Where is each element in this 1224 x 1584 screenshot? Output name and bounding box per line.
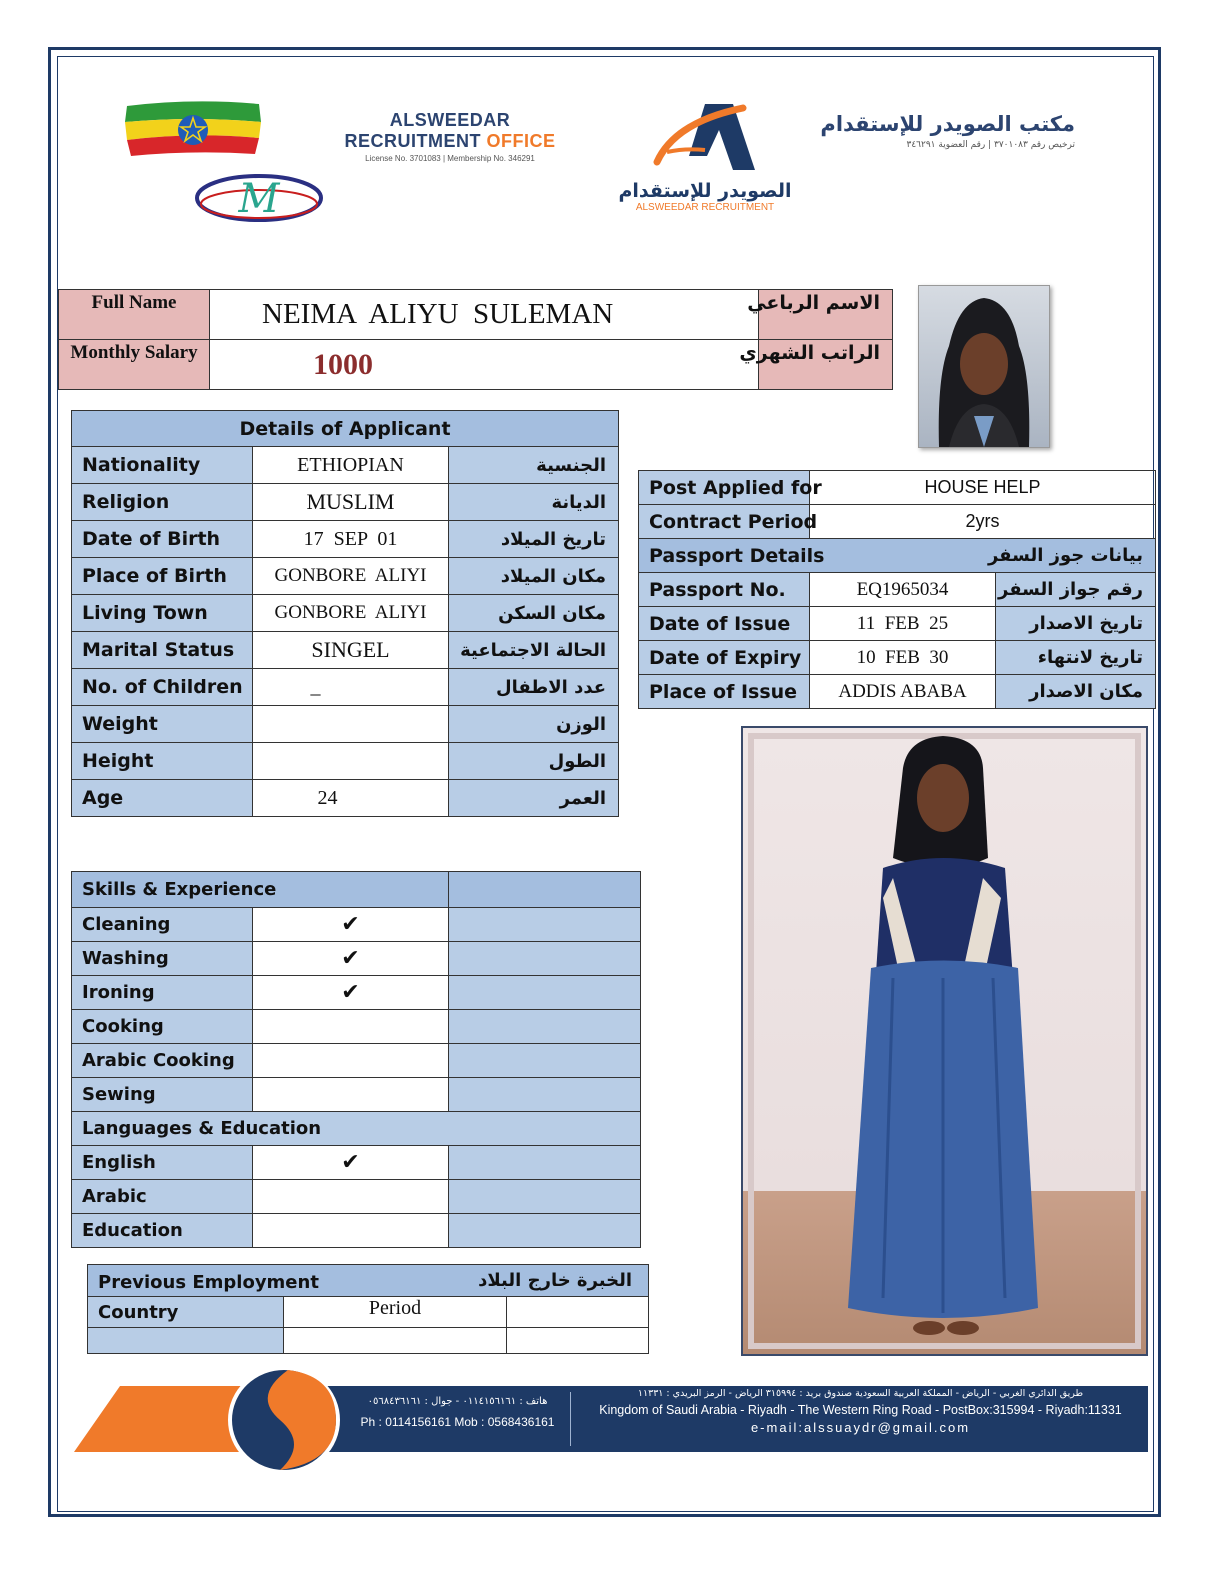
details-row-dob (72, 521, 619, 558)
employment-country-cell (88, 1328, 284, 1354)
skill-row-cleaning (72, 908, 641, 942)
full-name-ar-cell (747, 290, 893, 340)
skill-label: Cleaning (72, 908, 253, 942)
details-row-height (72, 743, 619, 780)
logo-arabic-text: الصويدر للإستقدام (618, 180, 792, 202)
skill-label: Ironing (72, 976, 253, 1010)
contract-period-label: Contract Period (639, 505, 810, 539)
lang-row-arabic (72, 1180, 641, 1214)
details-value (253, 706, 449, 743)
license-ar: ترخيص رقم ٣٧٠١٠٨٣ | رقم العضوية ٣٤٦٢٩١ (906, 140, 1075, 150)
skill-label: Arabic Cooking (72, 1044, 253, 1078)
details-ar: مكان الميلاد (449, 558, 619, 595)
passport-label: Passport No. (639, 573, 810, 607)
details-ar: الحالة الاجتماعية (449, 632, 619, 669)
details-label: Date of Birth (72, 521, 253, 558)
full-name-label: Full Name (91, 292, 177, 313)
check-cell (253, 1078, 449, 1112)
skills-title-blank (449, 872, 641, 908)
lang-label: English (72, 1146, 253, 1180)
details-label: Height (72, 743, 253, 780)
passport-label: Date of Expiry (639, 641, 810, 675)
footer-phone-en: Ph : 0114156161 Mob : 0568436161 (360, 1415, 555, 1429)
details-label: Nationality (72, 447, 253, 484)
footer-address-block (578, 1388, 1143, 1435)
office-name-line2b: OFFICE (486, 131, 556, 151)
lang-row-english (72, 1146, 641, 1180)
footer-divider (570, 1392, 571, 1446)
contract-period-value: 2yrs (810, 505, 1156, 539)
skill-row-ironing (72, 976, 641, 1010)
check-icon: ✔ (253, 942, 449, 976)
period-label: Period (284, 1297, 507, 1328)
check-icon: ✔ (253, 908, 449, 942)
passport-issue-date-row (639, 607, 1156, 641)
employment-period-cell (284, 1328, 507, 1354)
skill-blank (449, 942, 641, 976)
office-name-en (335, 110, 565, 163)
lang-label: Arabic (72, 1180, 253, 1214)
full-body-photo (741, 726, 1148, 1356)
check-cell (253, 1214, 449, 1248)
skill-blank (449, 1044, 641, 1078)
office-name-line1: ALSWEEDAR (389, 110, 511, 130)
salary-value: 1000 (313, 347, 373, 381)
m-agency-logo (193, 170, 325, 224)
details-label: No. of Children (72, 669, 253, 706)
details-value: ETHIOPIAN (253, 447, 449, 484)
check-cell (253, 1044, 449, 1078)
details-value: MUSLIM (253, 484, 449, 521)
salary-ar-cell (739, 340, 893, 390)
details-label: Religion (72, 484, 253, 521)
details-row-age (72, 780, 619, 817)
passport-ar: مكان الاصدار (996, 675, 1156, 709)
details-ar: الوزن (449, 706, 619, 743)
details-value: GONBORE ALIYI (253, 595, 449, 632)
check-cell (253, 1180, 449, 1214)
details-value: 24 (253, 780, 449, 817)
office-name-ar: مكتب الصويدر للإستقدام (820, 112, 1075, 136)
details-ar: الجنسية (449, 447, 619, 484)
details-row-religion (72, 484, 619, 521)
passport-label: Place of Issue (639, 675, 810, 709)
passport-title-cell (639, 539, 1156, 573)
details-label: Age (72, 780, 253, 817)
post-passport-table (638, 470, 1156, 709)
license-line: License No. 3701083 | Membership No. 346291 (365, 154, 535, 163)
employment-title: Previous Employment (98, 1272, 319, 1293)
footer-email: e-mail:alssuaydr@gmail.com (750, 1420, 971, 1435)
details-ar: العمر (449, 780, 619, 817)
details-table (71, 410, 619, 817)
details-label: Marital Status (72, 632, 253, 669)
employment-extra-cell (507, 1328, 649, 1354)
details-value: _ (253, 669, 449, 706)
passport-value: 11 FEB 25 (810, 607, 996, 641)
skill-label: Sewing (72, 1078, 253, 1112)
footer-phone-ar: هاتف : ٠١١٤١٥٦١٦١ - جوال : ٠٥٦٨٤٣٦١٦١ (367, 1396, 548, 1407)
skill-row-washing (72, 942, 641, 976)
details-label: Living Town (72, 595, 253, 632)
check-cell (253, 1010, 449, 1044)
skill-row-sewing (72, 1078, 641, 1112)
details-row-nationality (72, 447, 619, 484)
details-ar: الطول (449, 743, 619, 780)
details-value: GONBORE ALIYI (253, 558, 449, 595)
lang-blank (449, 1214, 641, 1248)
name-salary-table (58, 289, 893, 390)
full-name-value-cell (210, 290, 759, 340)
footer-phone-block (350, 1396, 565, 1429)
details-row-living-town (72, 595, 619, 632)
passport-title: Passport Details (649, 545, 825, 567)
details-value: 17 SEP 01 (253, 521, 449, 558)
employment-title-cell (88, 1265, 649, 1297)
salary-label-cell (59, 340, 210, 390)
skill-row-arabic-cooking (72, 1044, 641, 1078)
details-row-place-of-birth (72, 558, 619, 595)
skill-blank (449, 1010, 641, 1044)
employment-title-ar: الخبرة خارج البلاد (478, 1270, 633, 1291)
details-ar: عدد الاطفال (449, 669, 619, 706)
logo-english-text: ALSWEEDAR RECRUITMENT (635, 202, 775, 213)
passport-ar: رقم جواز السفر (996, 573, 1156, 607)
languages-title: Languages & Education (72, 1112, 641, 1146)
passport-title-ar: بيانات جوز السفر (987, 545, 1144, 566)
passport-value: ADDIS ABABA (810, 675, 996, 709)
passport-ar: تاريخ الاصدار (996, 607, 1156, 641)
office-name-line2a: RECRUITMENT (344, 131, 481, 151)
passport-no-row (639, 573, 1156, 607)
footer-emblem (228, 1366, 340, 1474)
footer-address-en: Kingdom of Saudi Arabia - Riyadh - The Western Ring Road - PostBox:315994 - Riyadh:11331 (599, 1403, 1122, 1417)
footer-address-ar: طريق الدائري الغربي - الرياض - المملكة العربية السعودية صندوق بريد : ٣١٥٩٩٤ الرياض - الرمز البريدي : ١١٣٣١ (637, 1388, 1084, 1399)
details-row-weight (72, 706, 619, 743)
skills-table (71, 871, 641, 1248)
skills-title: Skills & Experience (72, 872, 449, 908)
passport-value: EQ1965034 (810, 573, 996, 607)
lang-row-education (72, 1214, 641, 1248)
details-row-children (72, 669, 619, 706)
details-value (253, 743, 449, 780)
details-label: Place of Birth (72, 558, 253, 595)
post-applied-row (639, 471, 1156, 505)
check-icon: ✔ (253, 1146, 449, 1180)
full-name-value: NEIMA ALIYU SULEMAN (262, 298, 614, 330)
post-applied-label: Post Applied for (639, 471, 810, 505)
details-title: Details of Applicant (239, 417, 451, 440)
passport-title-row (639, 539, 1156, 573)
salary-value-cell (210, 340, 759, 390)
employment-table (87, 1264, 649, 1354)
skill-blank (449, 1078, 641, 1112)
passport-value: 10 FEB 30 (810, 641, 996, 675)
skill-label: Cooking (72, 1010, 253, 1044)
details-row-marital-status (72, 632, 619, 669)
details-title-cell (72, 411, 619, 447)
post-applied-value: HOUSE HELP (810, 471, 1156, 505)
country-label: Country (88, 1297, 284, 1328)
details-label: Weight (72, 706, 253, 743)
contract-period-row (639, 505, 1156, 539)
salary-ar: الراتب الشهري (739, 342, 880, 364)
lang-blank (449, 1180, 641, 1214)
passport-expiry-row (639, 641, 1156, 675)
skill-row-cooking (72, 1010, 641, 1044)
details-value: SINGEL (253, 632, 449, 669)
details-ar: الديانة (449, 484, 619, 521)
lang-blank (449, 1146, 641, 1180)
passport-place-row (639, 675, 1156, 709)
skill-blank (449, 976, 641, 1010)
details-ar: تاريخ الميلاد (449, 521, 619, 558)
skill-blank (449, 908, 641, 942)
full-name-ar: الاسم الرباعي (747, 292, 880, 314)
passport-ar: تاريخ لانتهاء (996, 641, 1156, 675)
alsweedar-a-logo (615, 100, 795, 218)
office-name-ar-block (820, 112, 1075, 150)
full-name-label-cell (59, 290, 210, 340)
skill-label: Washing (72, 942, 253, 976)
details-ar: مكان السكن (449, 595, 619, 632)
portrait-photo (918, 285, 1050, 448)
passport-label: Date of Issue (639, 607, 810, 641)
ethiopia-flag-logo (123, 100, 263, 158)
employment-blank (507, 1297, 649, 1328)
footer-orange-shape (74, 1386, 244, 1452)
lang-label: Education (72, 1214, 253, 1248)
check-icon: ✔ (253, 976, 449, 1010)
salary-label: Monthly Salary (70, 342, 198, 363)
m-logo-letter: M (238, 176, 280, 222)
